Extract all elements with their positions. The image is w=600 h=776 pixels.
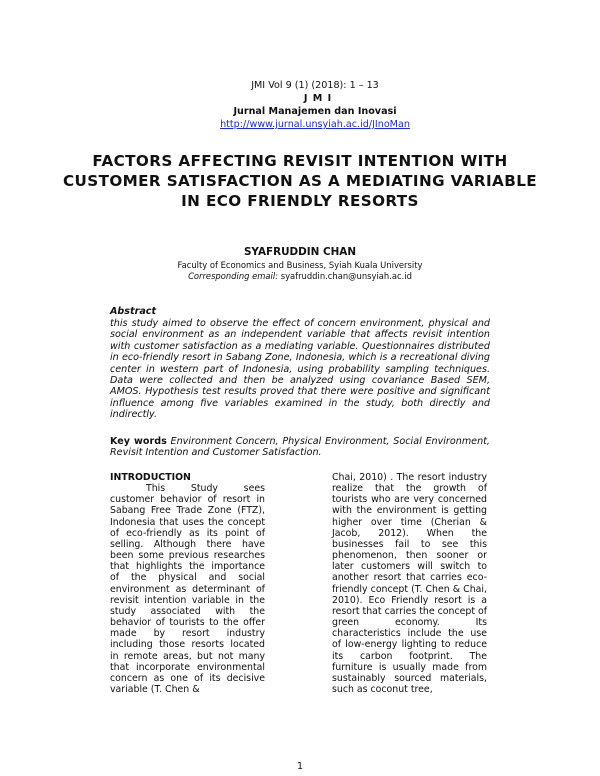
abstract-heading: Abstract	[110, 306, 157, 317]
page-number: 1	[296, 761, 304, 772]
left-column-paragraph: This Study sees customer behavior of resort in Sabang Free Trade Zone (FTZ), Indonesia that uses the concept of eco-friendly as its point of selling. Although there have been some previous researches that highlights the importance of the physical and social environment as determinant of revisit intention variable in the study associated with the behavior of tourists to the offer made by resort industry including those resorts located in remote areas, but not many that incorporate environmental concern as one of its decisive variable (T. Chen &	[110, 483, 265, 695]
body-left-column	[110, 472, 265, 695]
right-column-paragraph: Chai, 2010) . The resort industry realize that the growth of tourists who are very concerned with the environment is getting higher over time (Cherian & Jacob, 2012). When the businesses fail to see this phenomenon, then sooner or later customers will switch to another resort that carries eco-friendly concept (T. Chen & Chai, 2010). Eco Friendly resort is a resort that carries the concept of green economy. Its characteristics include the use of low-energy lighting to reduce its carbon footprint. The furniture is usually made from sustainably sourced materials, such as coconut tree,	[332, 472, 488, 695]
keywords	[110, 436, 490, 459]
abstract-text: this study aimed to observe the effect of concern environment, physical and social environment as an independent variable that affects revisit intention with customer satisfaction as a mediating variable. Questionnaires distributed in eco-friendly resort in Sabang Zone, Indonesia, which is a recreational diving center in western part of Indonesia, using probability sampling techniques. Data were collected and then be analyzed using covariance Based SEM, AMOS. Hypothesis test results proved that there were positive and significant influence among five variables examined in the study, both directly and indirectly.	[110, 318, 490, 421]
journal-abbrev: J M I	[303, 93, 333, 104]
author-name: SYAFRUDDIN CHAN	[243, 246, 357, 258]
journal-url-link[interactable]: http://www.jurnal.unsyiah.ac.id/JInoMan	[220, 119, 410, 130]
paper-title: FACTORS AFFECTING REVISIT INTENTION WITH CUSTOMER SATISFACTION AS A MEDIATING VARIABLE IN ECO FRIENDLY RESORTS	[62, 152, 538, 210]
author-affiliation: Faculty of Economics and Business, Syiah Kuala University	[177, 260, 423, 270]
corresponding-email-line	[0, 271, 600, 282]
journal-citation: JMI Vol 9 (1) (2018): 1 – 13	[251, 80, 379, 91]
email-label: Corresponding email:	[188, 271, 279, 281]
keywords-text: Environment Concern, Physical Environment, Social Environment, Revisit Intention and Customer Satisfaction.	[110, 436, 490, 459]
keywords-label: Key words	[110, 436, 167, 447]
journal-name: Jurnal Manajemen dan Inovasi	[233, 106, 397, 117]
email-address[interactable]: syafruddin.chan@unsyiah.ac.id	[280, 271, 412, 281]
introduction-heading: INTRODUCTION	[110, 472, 191, 483]
body-right-column	[332, 472, 487, 695]
